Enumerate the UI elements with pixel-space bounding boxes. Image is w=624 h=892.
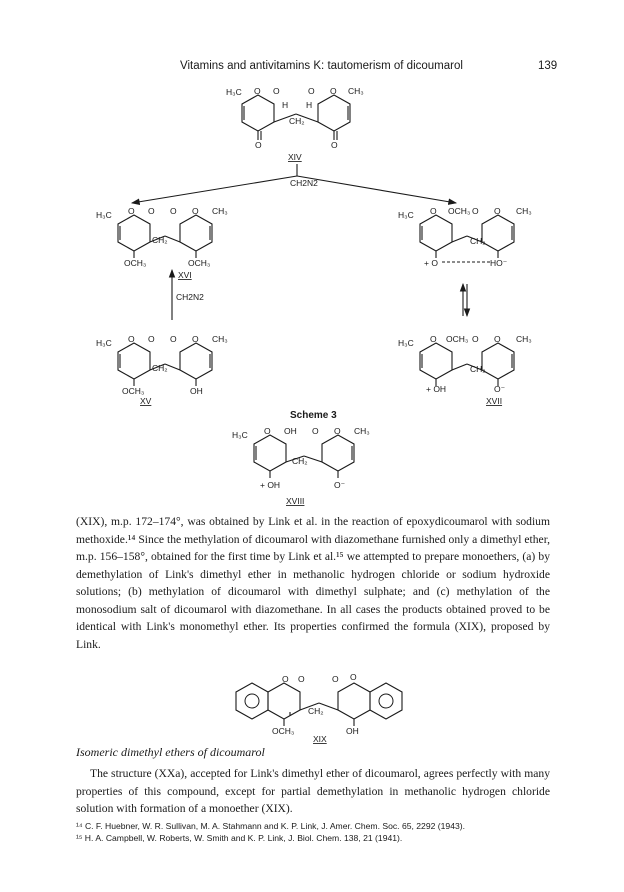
footnote-14: ¹⁴ C. F. Huebner, W. R. Sullivan, M. A. Stahmann and K. P. Link, J. Amer. Chem. Soc. 65, 2292 (1943). [76, 821, 466, 831]
svg-text:CH₃: CH₃ [212, 334, 228, 344]
svg-text:O: O [128, 206, 135, 216]
svg-text:O: O [494, 206, 501, 216]
running-title: Vitamins and antivitamins K: tautomerism of dicoumarol [180, 60, 463, 72]
svg-text:CH₂: CH₂ [289, 116, 305, 126]
svg-text:+ O: + O [424, 258, 438, 268]
label-xvi: XVI [178, 270, 192, 280]
svg-text:OH: OH [190, 386, 203, 396]
svg-text:H₃C: H₃C [96, 338, 112, 348]
svg-text:CH₂: CH₂ [152, 235, 168, 245]
svg-text:OCH₃: OCH₃ [188, 258, 211, 268]
svg-text:H₃C: H₃C [398, 338, 414, 348]
svg-text:OCH₃: OCH₃ [446, 334, 469, 344]
svg-text:O: O [192, 334, 199, 344]
structure-xvii [398, 334, 532, 394]
label-xvii: XVII [486, 396, 503, 406]
svg-text:+ OH: + OH [426, 384, 447, 394]
label-xiv: XIV [288, 152, 302, 162]
svg-text:O: O [148, 206, 155, 216]
structure-xviii [232, 426, 370, 490]
svg-text:O: O [170, 206, 177, 216]
svg-text:OCH₃: OCH₃ [448, 206, 471, 216]
svg-text:CH₃: CH₃ [354, 426, 370, 436]
svg-text:O: O [472, 334, 479, 344]
svg-text:O: O [192, 206, 199, 216]
svg-text:O: O [255, 140, 262, 150]
structure-xvi [96, 206, 228, 268]
label-xviii: XVIII [286, 496, 305, 506]
svg-text:O: O [128, 334, 135, 344]
svg-text:O: O [254, 86, 261, 96]
svg-text:CH₃: CH₃ [516, 334, 532, 344]
svg-text:O: O [334, 426, 341, 436]
svg-text:CH₂: CH₂ [470, 364, 486, 374]
svg-text:H₃C: H₃C [398, 210, 414, 220]
svg-text:O: O [330, 86, 337, 96]
svg-text:O: O [430, 334, 437, 344]
paragraph-2-text: The structure (XXa), accepted for Link's dimethyl ether of dicoumarol, agrees perfectly with many properties of this compound, except for partial demethylation in methanolic hydrogen chloride solution with formation of a monoether (XIX). [76, 767, 550, 815]
paragraph-1-text: (XIX), m.p. 172–174°, was obtained by Link et al. in the reaction of epoxydicoumarol with sodium methoxide.¹⁴ Since the methylation of dicoumarol with diazomethane furnished only a dimethyl ether, m.p. 156–158°, obtained for the first time by Link et al.¹⁵ we attempted to prepare monoethers, (a) by demethylation of Link's dimethyl ether in methanolic hydrogen chloride or sodium hydroxide solutions; (b) methylation of dicoumarol with dimethyl sulphate; and (c) methylation of the monosodium salt of dicoumarol with diazomethane. In all cases the products obtained proved to be identical with Link's monomethyl ether. Its properties confirmed the formula (XIX), proposed by Link. [76, 515, 550, 651]
svg-text:CH₃: CH₃ [212, 206, 228, 216]
svg-text:CH₃: CH₃ [516, 206, 532, 216]
paragraph-2 [76, 765, 550, 818]
footnotes [76, 821, 550, 844]
svg-text:O: O [472, 206, 479, 216]
svg-text:OCH₃: OCH₃ [124, 258, 147, 268]
svg-text:OH: OH [346, 726, 359, 736]
structure-zwitterion-upper [398, 206, 532, 268]
page-number: 139 [538, 60, 558, 72]
svg-text:O: O [494, 334, 501, 344]
svg-text:OH: OH [284, 426, 297, 436]
svg-text:OCH₃: OCH₃ [122, 386, 145, 396]
svg-text:O: O [298, 674, 305, 684]
structure-xv [96, 334, 228, 396]
svg-text:HO⁻: HO⁻ [490, 258, 508, 268]
svg-text:O: O [331, 140, 338, 150]
svg-text:H₃C: H₃C [232, 430, 248, 440]
footnote-15: ¹⁵ H. A. Campbell, W. Roberts, W. Smith and K. P. Link, J. Biol. Chem. 138, 21 (1941). [76, 832, 403, 843]
svg-text:+ OH: + OH [260, 480, 281, 490]
svg-text:O⁻: O⁻ [334, 480, 346, 490]
reagent-left: CH2N2 [176, 292, 204, 302]
scheme-caption: Scheme 3 [290, 410, 337, 421]
svg-text:H₃C: H₃C [96, 210, 112, 220]
svg-text:O: O [264, 426, 271, 436]
svg-text:O: O [148, 334, 155, 344]
structure-xix [236, 672, 402, 736]
paragraph-1 [76, 513, 550, 653]
svg-text:O: O [170, 334, 177, 344]
svg-text:CH₂: CH₂ [292, 456, 308, 466]
label-xix: XIX [313, 734, 327, 744]
svg-text:OCH₃: OCH₃ [272, 726, 295, 736]
structure-xiv [226, 86, 364, 150]
svg-text:O: O [332, 674, 339, 684]
svg-text:CH₃: CH₃ [348, 86, 364, 96]
svg-text:CH₂: CH₂ [470, 236, 486, 246]
svg-text:O: O [312, 426, 319, 436]
svg-text:O: O [430, 206, 437, 216]
svg-text:O: O [308, 86, 315, 96]
svg-text:H: H [282, 100, 289, 110]
svg-text:O: O [350, 672, 357, 682]
svg-text:CH₂: CH₂ [152, 363, 168, 373]
reagent-top: CH2N2 [290, 178, 318, 188]
svg-text:O⁻: O⁻ [494, 384, 506, 394]
section-heading: Isomeric dimethyl ethers of dicoumarol [76, 745, 265, 759]
label-xv: XV [140, 396, 152, 406]
svg-text:H: H [306, 100, 313, 110]
svg-text:CH₂: CH₂ [308, 706, 324, 716]
svg-text:O: O [282, 674, 289, 684]
svg-text:O: O [273, 86, 280, 96]
svg-text:H₃C: H₃C [226, 87, 242, 97]
